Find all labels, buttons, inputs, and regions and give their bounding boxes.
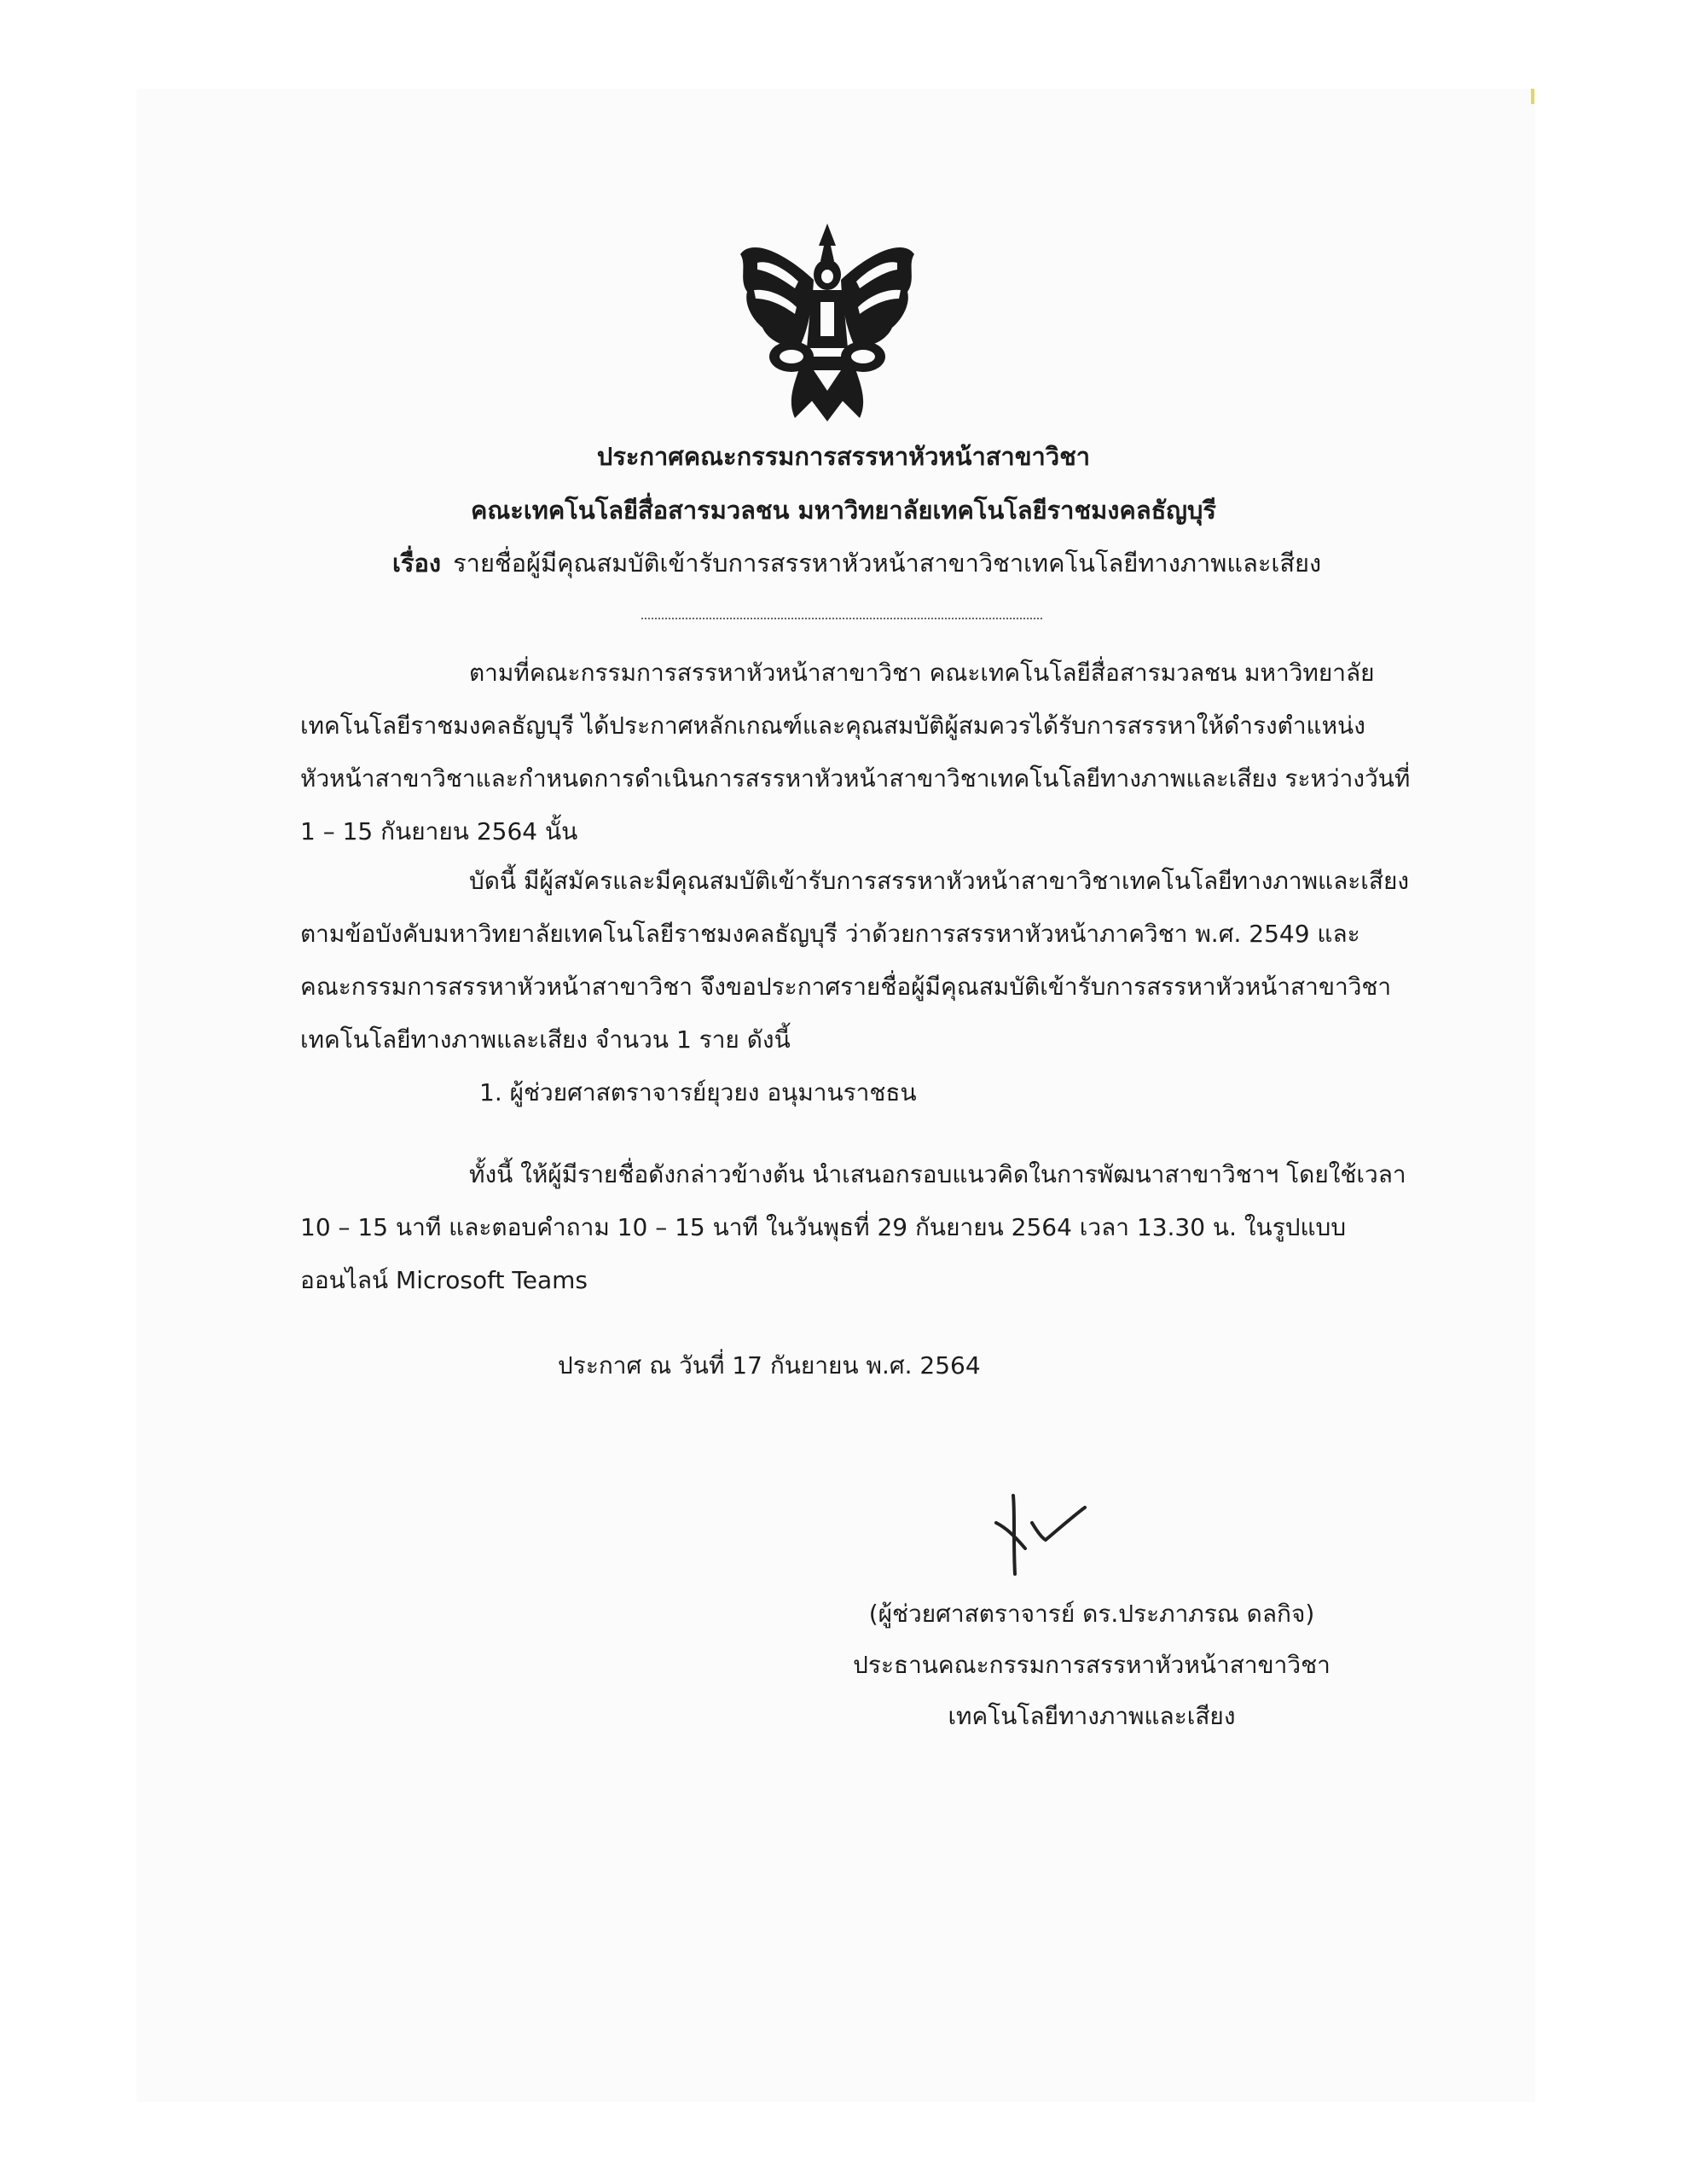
paragraph-2-line-1: บัดนี้ มีผู้สมัครและมีคุณสมบัติเข้ารับการสรรหาหัวหน้าสาขาวิชาเทคโนโลยีทางภาพและเสียง (469, 867, 1410, 895)
subject-line (392, 543, 1321, 583)
announcement-title: ประกาศคณะกรรมการสรรหาหัวหน้าสาขาวิชา (596, 442, 1091, 471)
announce-date: ประกาศ ณ วันที่ 17 กันยายน พ.ศ. 2564 (558, 1351, 981, 1380)
paragraph-3-line-2: 10 – 15 นาที และตอบคำถาม 10 – 15 นาที ในวันพุธที่ 29 กันยายน 2564 เวลา 13.30 น. ในรูปแบบ (300, 1213, 1347, 1241)
paragraph-1-line-3: หัวหน้าสาขาวิชาและกำหนดการดำเนินการสรรหาหัวหน้าสาขาวิชาเทคโนโลยีทางภาพและเสียง ระหว่างวันที่ (300, 764, 1411, 793)
garuda-emblem (735, 220, 919, 425)
scan-mark (1531, 89, 1534, 104)
paragraph-1-line-1: ตามที่คณะกรรมการสรรหาหัวหน้าสาขาวิชา คณะเทคโนโลยีสื่อสารมวลชน มหาวิทยาลัย (469, 659, 1375, 687)
signatory-position-line-2: เทคโนโลยีทางภาพและเสียง (948, 1702, 1236, 1730)
paragraph-1-line-4: 1 – 15 กันยายน 2564 นั้น (300, 817, 578, 845)
paragraph-3-line-1: ทั้งนี้ ให้ผู้มีรายชื่อดังกล่าวข้างต้น นำเสนอกรอบแนวคิดในการพัฒนาสาขาวิชาฯ โดยใช้เวลา (469, 1160, 1406, 1188)
signatory-name: (ผู้ช่วยศาสตราจารย์ ดร.ประภาภรณ ดลกิจ) (868, 1600, 1315, 1628)
handwritten-signature (989, 1489, 1092, 1583)
faculty-university-line: คณะเทคโนโลยีสื่อสารมวลชน มหาวิทยาลัยเทคโนโลยีราชมงคลธัญบุรี (470, 496, 1216, 525)
signatory-position-line-1: ประธานคณะกรรมการสรรหาหัวหน้าสาขาวิชา (853, 1651, 1330, 1679)
candidate-item: 1. ผู้ช่วยศาสตราจารย์ยุวยง อนุมานราชธน (479, 1078, 917, 1107)
paragraph-2-line-4: เทคโนโลยีทางภาพและเสียง จำนวน 1 ราย ดังนี้ (300, 1025, 791, 1054)
subject-label: เรื่อง (392, 549, 442, 578)
paragraph-3-line-3: ออนไลน์ Microsoft Teams (300, 1266, 588, 1294)
paragraph-2-line-3: คณะกรรมการสรรหาหัวหน้าสาขาวิชา จึงขอประกาศรายชื่อผู้มีคุณสมบัติเข้ารับการสรรหาหัวหน้าสาขาวิชา (300, 973, 1392, 1001)
separator-line (641, 618, 1042, 619)
subject-text: รายชื่อผู้มีคุณสมบัติเข้ารับการสรรหาหัวหน้าสาขาวิชาเทคโนโลยีทางภาพและเสียง (453, 549, 1322, 578)
paragraph-1-line-2: เทคโนโลยีราชมงคลธัญบุรี ได้ประกาศหลักเกณฑ์และคุณสมบัติผู้สมควรได้รับการสรรหาให้ดำรงตำแหน่ง (300, 712, 1365, 740)
paragraph-2-line-2: ตามข้อบังคับมหาวิทยาลัยเทคโนโลยีราชมงคลธัญบุรี ว่าด้วยการสรรหาหัวหน้าภาควิชา พ.ศ. 2549 และ (300, 920, 1360, 948)
